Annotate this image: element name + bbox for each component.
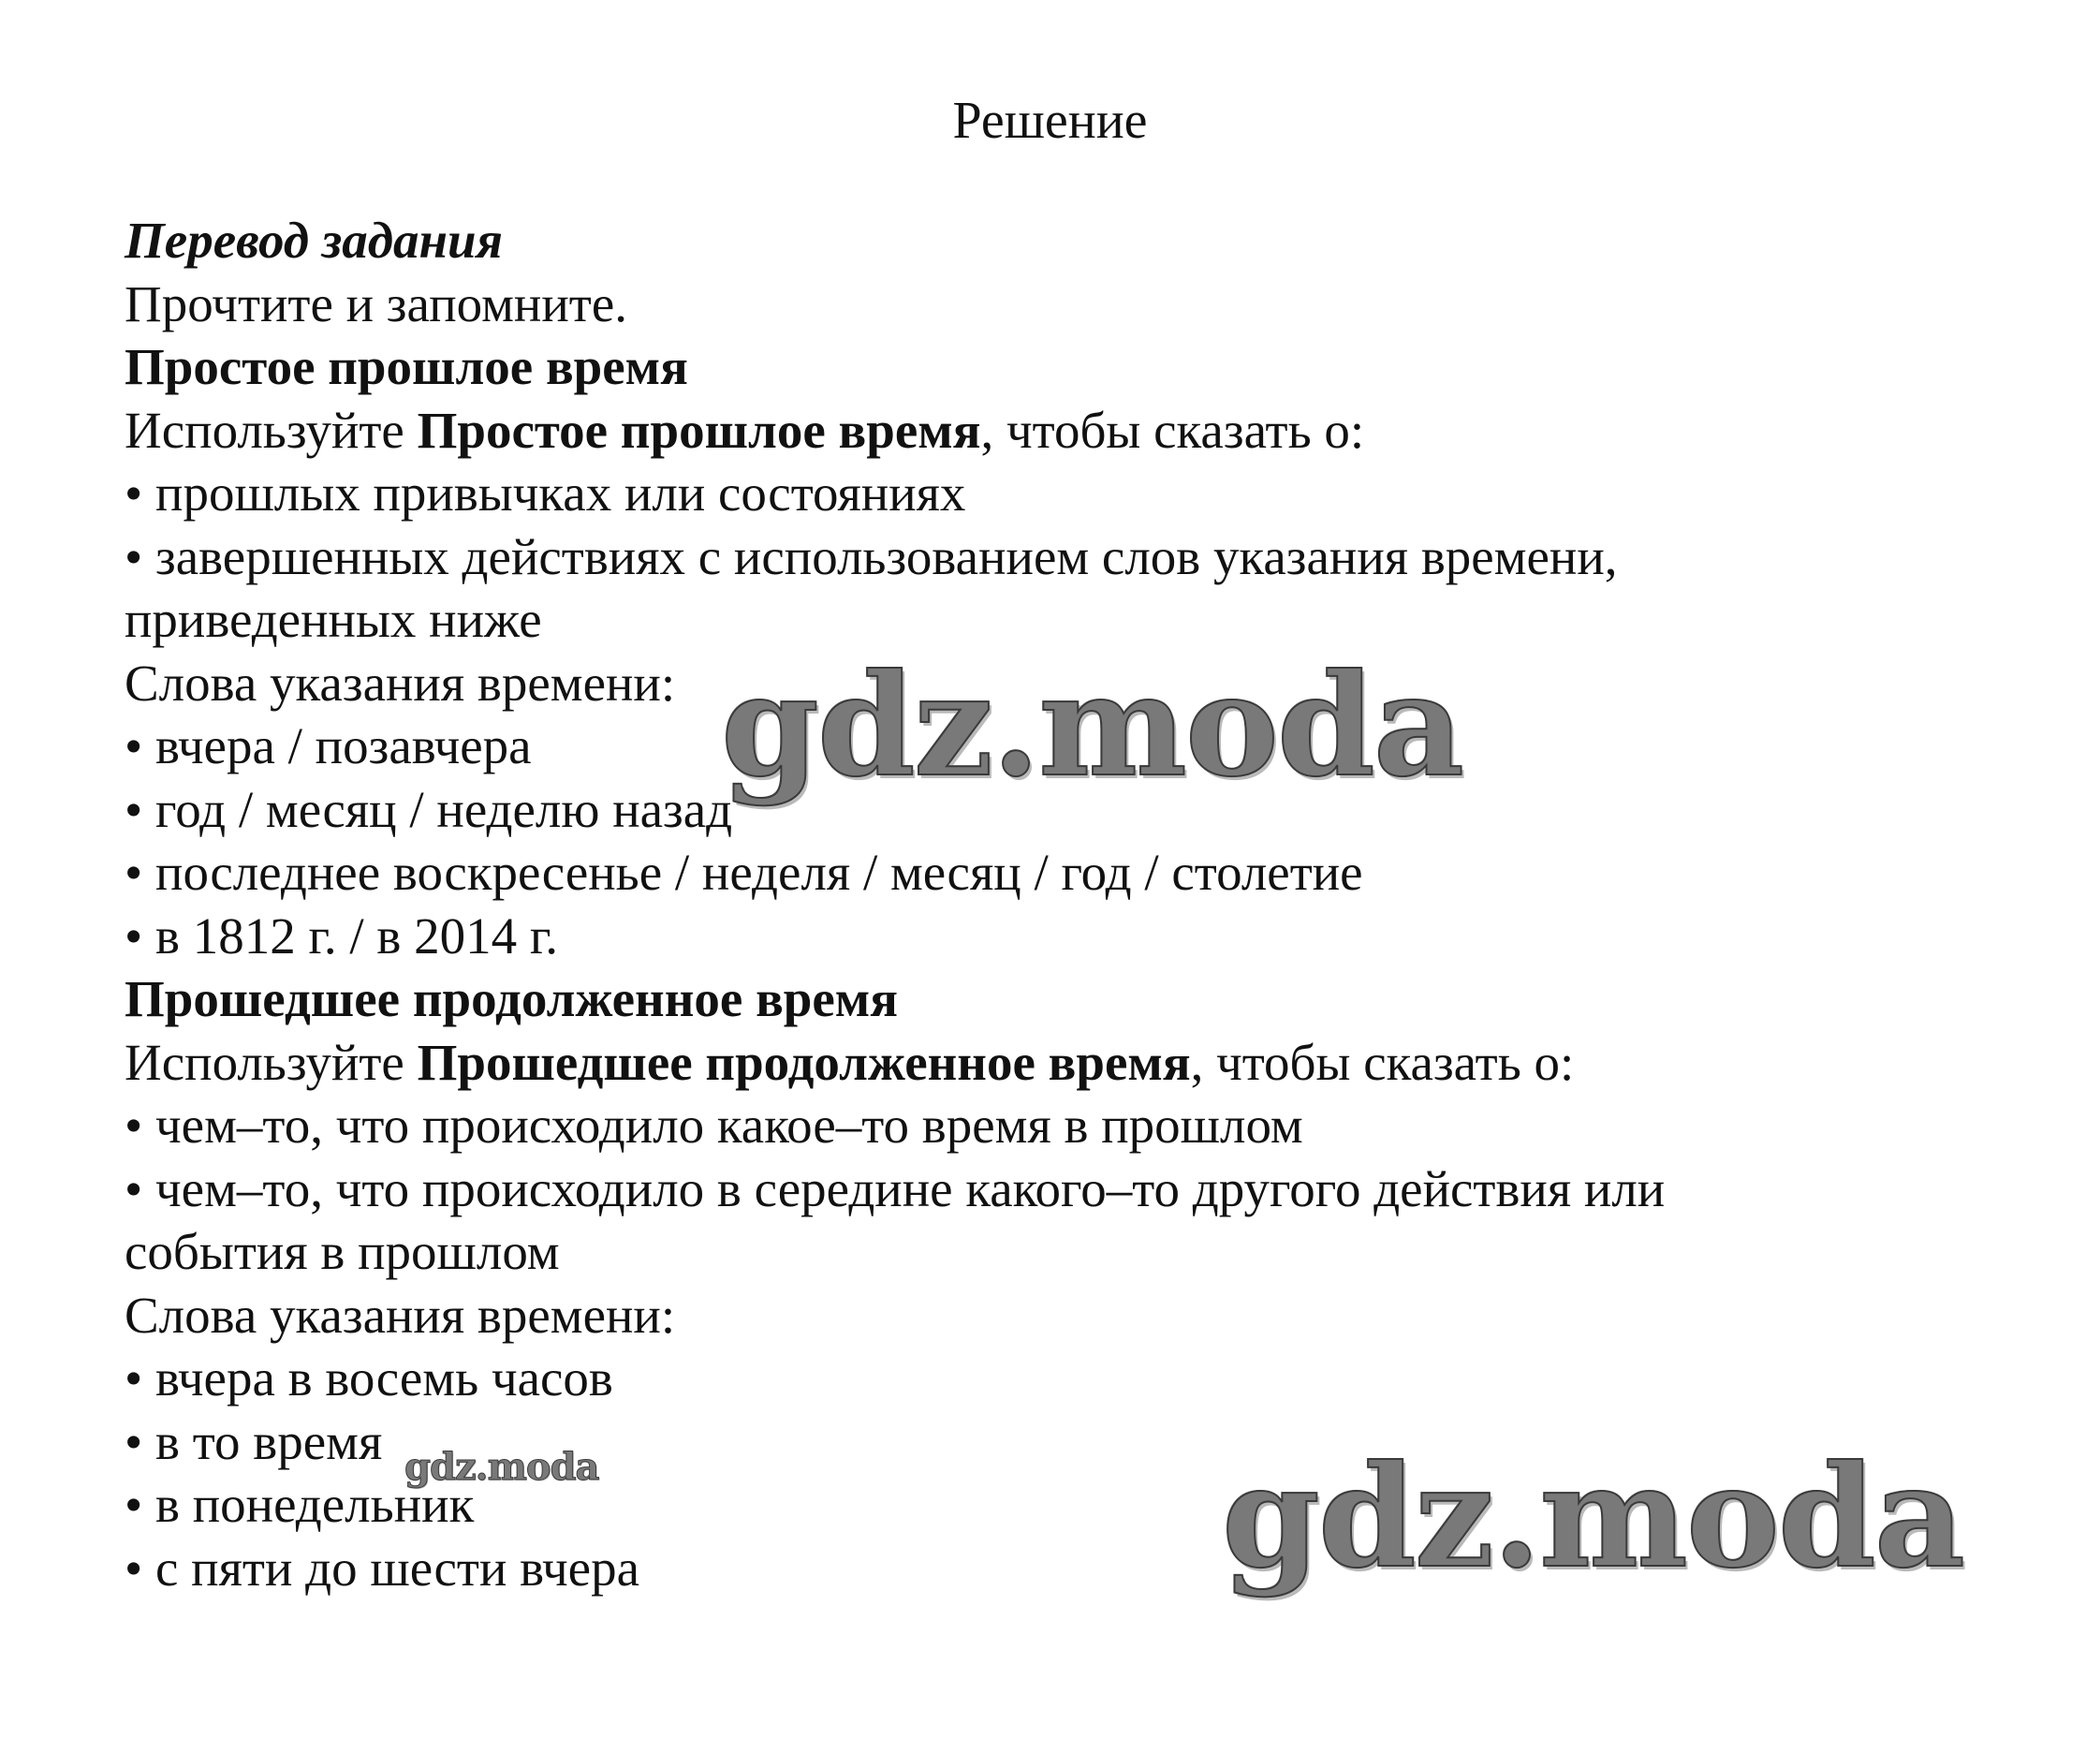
time-words-label: Слова указания времени: [125, 654, 676, 712]
document-body [125, 209, 2034, 1599]
time-words-label: Слова указания времени: [125, 1286, 676, 1344]
usage-bold-term: Прошедшее продолженное время [417, 1033, 1191, 1091]
list-item-continuation: события в прошлом [125, 1223, 560, 1280]
list-item: • завершенных действиях с использованием слов указания времени, [125, 525, 2034, 589]
list-item-continuation: приведенных ниже [125, 591, 542, 648]
list-item: • вчера / позавчера [125, 714, 2034, 778]
watermark-logo: gdz.moda [1222, 1435, 1964, 1599]
past-simple-usage [125, 399, 2034, 463]
list-item: • год / месяц / неделю назад [125, 778, 2034, 842]
instruction-text: Прочтите и запомните. [125, 274, 627, 332]
list-item: • с пяти до шести вчера [125, 1537, 2034, 1600]
usage-suffix: , чтобы сказать о: [1190, 1033, 1575, 1091]
list-item: • последнее воскресенье / неделя / месяц / год / столетие [125, 841, 2034, 905]
usage-prefix: Используйте [125, 1033, 418, 1091]
list-item: • прошлых привычках или состояниях [125, 462, 2034, 525]
watermark-logo: gdz.moda [721, 643, 1463, 808]
list-item: • чем–то, что происходило в середине какого–то другого действия или [125, 1157, 2034, 1221]
list-item: • в понедельник [125, 1473, 2034, 1537]
list-item: • в то время [125, 1410, 2034, 1474]
usage-suffix: , чтобы сказать о: [980, 401, 1365, 459]
past-continuous-heading: Прошедшее продолженное время [125, 970, 898, 1027]
past-simple-heading: Простое прошлое время [125, 338, 688, 395]
usage-bold-term: Простое прошлое время [417, 401, 981, 459]
past-continuous-usage [125, 1031, 2034, 1095]
usage-prefix: Используйте [125, 401, 418, 459]
watermark-logo-small: gdz.moda [404, 1445, 599, 1489]
section-heading: Перевод задания [125, 212, 503, 269]
list-item: • в 1812 г. / в 2014 г. [125, 905, 2034, 968]
list-item: • вчера в восемь часов [125, 1347, 2034, 1410]
list-item: • чем–то, что происходило какое–то время в прошлом [125, 1094, 2034, 1157]
page-title: Решение [952, 92, 1148, 150]
